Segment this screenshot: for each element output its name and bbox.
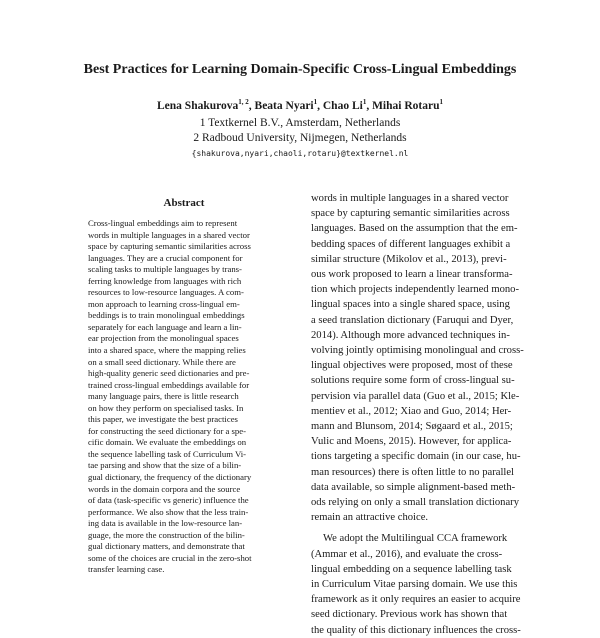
body-line: similar structure (Mikolov et al., 2013), previ- <box>311 253 507 265</box>
abstract-line: ear projection from the monolingual spaces <box>88 333 239 344</box>
abstract-line: gual dictionary, the frequency of the dictionary <box>88 472 252 483</box>
abstract-line: mon approach to learning cross-lingual em- <box>88 298 240 309</box>
body-line: ods relying on only a small translation dictionary <box>311 497 520 509</box>
body-line: seed dictionary. Previous work has shown that <box>311 609 508 621</box>
abstract-heading: Abstract <box>163 197 205 209</box>
author-list <box>0 98 600 112</box>
abstract-line: gual dictionary matters, and demonstrate that <box>88 541 245 552</box>
body-line: tion which projects independently learned mono- <box>311 284 519 296</box>
author-2: Beata Nyari$^1$, <box>254 98 323 112</box>
author-emails: {shakurova,nyari,chaoli,rotaru}@textkernel.nl <box>191 149 409 158</box>
abstract-line: some of the choices are crucial in the zero-shot <box>88 552 252 563</box>
body-line: mann and Blunsom, 2014; Søgaard et al., 2015; <box>311 421 513 433</box>
body-line: lingual spaces into a single shared space, using <box>311 299 510 311</box>
abstract-line: this paper, we investigate the best practices <box>88 414 238 425</box>
body-line: solutions require some form of cross-lingual su- <box>311 375 515 387</box>
abstract-line: scaling tasks to multiple languages by trans- <box>88 264 242 275</box>
body-line: lingual objectives were proposed, most of these <box>311 360 513 372</box>
body-line: words in multiple languages in a shared vector <box>311 193 509 204</box>
abstract-line: cific domain. We evaluate the embeddings on <box>88 437 247 448</box>
abstract-line: words in the domain corpora and the source <box>88 483 241 494</box>
body-line: framework as it only requires an easier to acquire <box>311 594 521 606</box>
body-line: ous work proposed to learn a linear transforma- <box>311 269 513 281</box>
abstract-line: of data (task-specific vs generic) influence the <box>88 495 249 506</box>
abstract-line: high-quality generic seed dictionaries and pre- <box>88 368 250 379</box>
body-line: bedding spaces of different languages exhibit a <box>311 238 511 250</box>
abstract-line: trained cross-lingual embeddings available for <box>88 379 250 390</box>
right-column-body <box>311 191 524 638</box>
body-line: Vulic and Moens, 2015). However, for applica- <box>311 436 512 448</box>
abstract-line: languages. They are a crucial component for <box>88 252 243 263</box>
abstract-line: into a shared space, where the mapping relies <box>88 345 246 356</box>
body-line: pervision via parallel data (Guo et al., 2015; Kle- <box>311 390 520 402</box>
body-line: in Curriculum Vitae parsing domain. We use this <box>311 579 518 591</box>
abstract-line: ing data is available in the low-resource lan- <box>88 518 243 529</box>
abstract-line: words in multiple languages in a shared vector <box>88 229 250 240</box>
abstract-body <box>88 218 280 576</box>
affiliation-1: 1 Textkernel B.V., Amsterdam, Netherlands <box>199 117 401 129</box>
body-line: We adopt the Multilingual CCA framework <box>323 533 508 545</box>
author-1: Lena Shakurova$^{1, 2}$, <box>157 98 255 112</box>
abstract-line: resources to low-resource languages. A com- <box>88 287 244 298</box>
body-line: volving jointly optimising monolingual and cross- <box>311 345 524 357</box>
author-4: Mihai Rotaru$^1$ <box>372 98 443 112</box>
author-3: Chao Li$^1$, <box>322 98 373 112</box>
paper-title: Best Practices for Learning Domain-Specific Cross-Lingual Embeddings <box>83 62 517 77</box>
abstract-line: guage, the more the construction of the bilin- <box>88 529 245 540</box>
body-line: space by capturing semantic similarities across <box>311 208 510 220</box>
body-line: man resources) there is often little to no parallel <box>311 466 514 478</box>
abstract-line: transfer learning case. <box>88 564 165 575</box>
abstract-line: on how they perform on specialised tasks. In <box>88 402 244 413</box>
body-line: data available, so simple alignment-based meth- <box>311 481 516 493</box>
affiliation-2: 2 Radboud University, Nijmegen, Netherlands <box>193 132 407 144</box>
body-line: the quality of this dictionary influences the cross- <box>311 624 521 636</box>
abstract-line: Cross-lingual embeddings aim to represent <box>88 218 238 228</box>
abstract-line: many language pairs, there is little research <box>88 391 239 402</box>
body-line: tions targeting a specific domain (in our case, hu- <box>311 451 521 463</box>
abstract-line: beddings is to train monolingual embeddings <box>88 310 245 321</box>
abstract-line: the sequence labelling task of Curriculum Vi- <box>88 448 247 459</box>
abstract-line: performance. We also show that the less train- <box>88 506 249 517</box>
abstract-line: tae parsing and show that the size of a bilin- <box>88 460 242 471</box>
body-line: mentiev et al., 2012; Xiao and Guo, 2014; Her- <box>311 405 512 417</box>
abstract-line: space by capturing semantic similarities across <box>88 241 251 252</box>
abstract-line: on a small seed dictionary. While there are <box>88 356 236 367</box>
body-line: lingual embedding on a sequence labelling task <box>311 563 512 575</box>
body-line: remain an attractive choice. <box>311 512 429 524</box>
abstract-line: ferring knowledge from languages with rich <box>88 275 242 286</box>
abstract-line: separately for each language and learn a lin- <box>88 321 242 332</box>
body-line: (Ammar et al., 2016), and evaluate the cross- <box>311 548 503 560</box>
body-line: a seed translation dictionary (Faruqui and Dyer, <box>311 314 514 326</box>
abstract-line: for constructing the seed dictionary for a spe- <box>88 425 247 436</box>
body-line: 2014). Although more advanced techniques in- <box>311 329 510 341</box>
body-line: languages. Based on the assumption that the em- <box>311 223 518 235</box>
